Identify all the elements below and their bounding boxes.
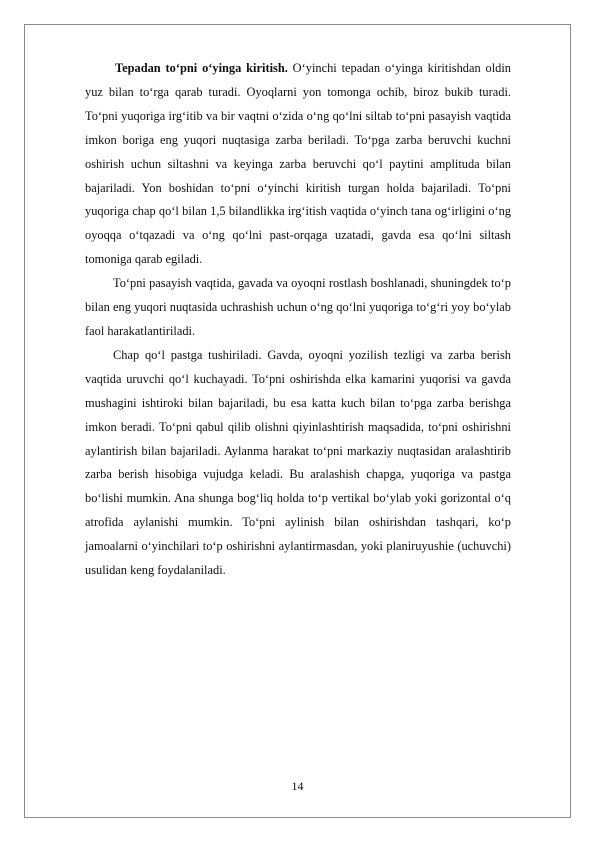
body-text — [85, 57, 511, 583]
section-heading: Tepadan to‘pni o‘yinga kiritish. — [115, 61, 288, 75]
paragraph-3: Chap qo‘l pastga tushiriladi. Gavda, oyoqni yozilish tezligi va zarba berish vaqtida uruvchi qo‘l kuchayadi. To‘pni oshirishda elka kamarini yuqorisi va gavda mushagini ishtiroki bilan bajariladi, bu esa katta kuch bilan to‘pga zarba berishga imkon beradi. To‘pni qabul qilib olishni qiyinlashtirish maqsadida, to‘pni oshirishni aylantirish bilan bajariladi. Aylanma harakat to‘pni markaziy nuqtasidan aralashtirib zarba berish hisobiga vujudga keladi. Bu aralashish chapga, yuqoriga va pastga bo‘lishi mumkin. Ana shunga bog‘liq holda to‘p vertikal bo‘ylab yoki gorizontal o‘q atrofida aylanishi mumkin. To‘pni aylinish bilan oshirishdan tashqari, ko‘p jamoalarni o‘yinchilari to‘p oshirishni aylantirmasdan, yoki planiruyushie (uchuvchi) usulidan keng foydalaniladi. — [85, 347, 511, 578]
paragraph-2: To‘pni pasayish vaqtida, gavada va oyoqni rostlash boshlanadi, shuningdek to‘p bilan eng yuqori nuqtasida uchrashish uchun o‘ng qo‘lni yuqoriga to‘g‘ri yoy bo‘ylab faol harakatlantiriladi. — [85, 276, 511, 338]
paragraph-1-text: O‘yinchi tepadan o‘yinga kiritishdan oldin yuz bilan to‘rga qarab turadi. Oyoqlarni yon tomonga ochib, biroz bukib turadi. To‘pni yuqoriga irg‘itib va bir vaqtni o‘zida o‘ng qo‘lni siltab to‘pni pasayish vaqtida imkon boriga eng yuqori nuqtasiga zarba beriladi. To‘pga zarba beruvchi kuchni oshirish uchun siltashni va keyinga zarba beruvchi qo‘l paytini amplituda bilan bajariladi. Yon boshidan to‘pni o‘yinchi kiritish turgan holda bajariladi. To‘pni yuqoriga chap qo‘l bilan 1,5 bilandlikka irg‘itish vaqtida o‘yinch tana og‘irligini o‘ng oyoqqa o‘tqazadi va o‘ng qo‘lni past-orqaga uzatadi, gavda esa qo‘lni siltash tomoniga qarab egiladi. — [85, 61, 511, 267]
paragraph-1 — [85, 57, 511, 272]
page-number: 14 — [291, 779, 304, 793]
